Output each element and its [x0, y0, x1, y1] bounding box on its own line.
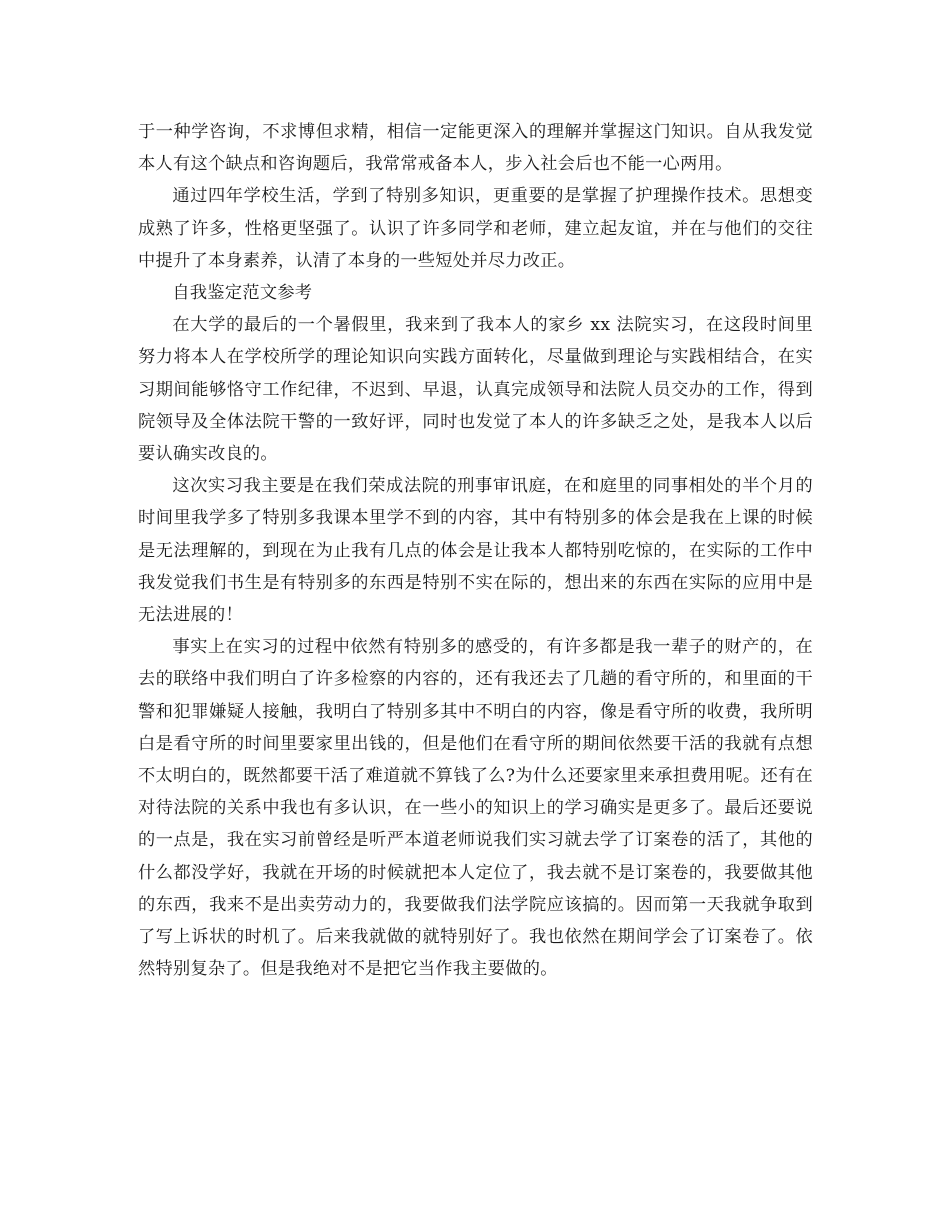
section-heading: 自我鉴定范文参考 — [172, 283, 313, 304]
paragraph-continuation: 于一种学咨询，不求博但求精，相信一定能更深入的理解并掌握这门知识。自从我发觉本人有这个缺点和咨询题后，我常常戒备本人，步入社会后也不能一心两用。 — [138, 122, 813, 175]
paragraph-internship-intro: 在大学的最后的一个暑假里，我来到了我本人的家乡 xx 法院实习，在这段时间里努力将本人在学校所学的理论知识向实践方面转化，尽量做到理论与实践相结合，在实习期间能够恪守工作纪律，不迟到、早退，认真完成领导和法院人员交办的工作，得到院领导及全体法院干警的一致好评，同时也发觉了本人的许多缺乏之处，是我本人以后要认确实改良的。 — [138, 315, 813, 465]
paragraph-internship-experience: 事实上在实习的过程中依然有特别多的感受的，有许多都是我一辈子的财产的，在去的联络中我们明白了许多检察的内容的，还有我还去了几趟的看守所的，和里面的干警和犯罪嫌疑人接触，我明白了特别多其中不明白的内容，像是看守所的收费，我所明白是看守所的时间里要家里出钱的，但是他们在看守所的期间依然要干活的我就有点想不太明白的，既然都要干活了难道就不算钱了么?为什么还要家里来承担费用呢。还有在对待法院的关系中我也有多认识，在一些小的知识上的学习确实是更多了。最后还要说的一点是，我在实习前曾经是听严本道老师说我们实习就去学了订案卷的活了，其他的什么都没学好，我就在开场的时候就把本人定位了，我去就不是订案卷的，我要做其他的东西，我来不是出卖劳动力的，我要做我们法学院应该搞的。因而第一天我就争取到了写上诉状的时机了。后来我就做的就特别好了。我也依然在期间学会了订案卷了。依然特别复杂了。但是我绝对不是把它当作我主要做的。 — [138, 637, 813, 980]
body-text — [138, 116, 813, 985]
paragraph-school-life: 通过四年学校生活，学到了特别多知识，更重要的是掌握了护理操作技术。思想变成熟了许多，性格更坚强了。认识了许多同学和老师，建立起友谊，并在与他们的交往中提升了本身素养，认清了本身的一些短处并尽力改正。 — [138, 186, 813, 271]
paragraph-criminal-court: 这次实习我主要是在我们荣成法院的刑事审讯庭，在和庭里的同事相处的半个月的时间里我学多了特别多我课本里学不到的内容，其中有特别多的体会是我在上课的时候是无法理解的，到现在为止我有几点的体会是让我本人都特别吃惊的，在实际的工作中我发觉我们书生是有特别多的东西是特别不实在际的，想出来的东西在实际的应用中是无法进展的！ — [138, 476, 813, 626]
